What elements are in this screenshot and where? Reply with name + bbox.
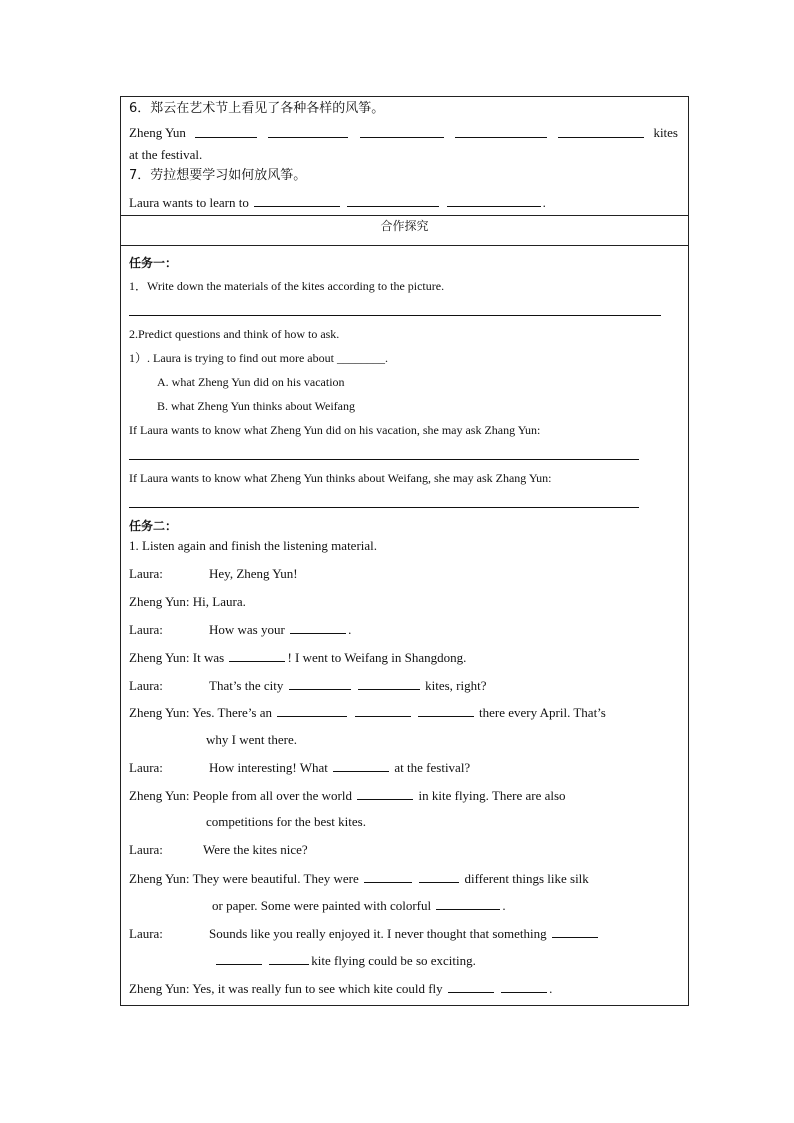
dialogue-line <box>129 594 246 610</box>
dialogue-text: Were the kites nice? <box>203 842 308 857</box>
dialogue-line <box>129 621 351 638</box>
blank-input[interactable] <box>269 952 309 965</box>
blank-input[interactable] <box>289 677 351 690</box>
speaker-label: Zheng Yun: <box>129 981 190 996</box>
dialogue-text: Hey, Zheng Yun! <box>209 566 298 581</box>
blank-input[interactable] <box>216 952 262 965</box>
blank-input[interactable] <box>419 870 459 883</box>
dialogue-text: Sounds like you really enjoyed it. I never thought that something <box>209 926 547 941</box>
dialogue-continuation <box>212 897 506 914</box>
q7-sentence <box>129 194 546 211</box>
dialogue-text: . <box>502 898 506 913</box>
blank-input[interactable] <box>195 125 257 138</box>
dialogue-text: ! I went to Weifang in Shangdong. <box>287 650 467 665</box>
blank-input[interactable] <box>360 125 444 138</box>
ask-prompt-1: If Laura wants to know what Zheng Yun did on his vacation, she may ask Zhang Yun: <box>129 423 541 437</box>
dialogue-line <box>129 787 566 804</box>
speaker-label: Laura: <box>129 760 163 775</box>
q7-chinese: 7．劳拉想要学习如何放风筝。 <box>129 168 307 183</box>
blank-input[interactable] <box>501 980 547 993</box>
speaker-label: Zheng Yun: <box>129 705 190 720</box>
dialogue-text: How interesting! What <box>209 760 328 775</box>
speaker-label: Zheng Yun: <box>129 594 190 609</box>
speaker-label: Zheng Yun: <box>129 788 190 803</box>
blank-input[interactable] <box>357 787 413 800</box>
speaker-label: Laura: <box>129 622 163 637</box>
dialogue-text: That’s the city <box>209 678 284 693</box>
dialogue-line <box>129 649 466 666</box>
speaker-label: Zheng Yun: <box>129 871 190 886</box>
dialogue-line <box>129 759 470 776</box>
speaker-label: Laura: <box>129 842 163 857</box>
dialogue-text: . <box>549 981 553 996</box>
answer-line[interactable] <box>129 507 639 508</box>
section-header: 合作探究 <box>380 219 429 233</box>
dialogue-text: different things like silk <box>464 871 589 886</box>
blank-input[interactable] <box>364 870 412 883</box>
q6-end: kites <box>653 125 678 140</box>
dialogue-continuation: competitions for the best kites. <box>206 814 366 829</box>
dialogue-text: kites, right? <box>425 678 487 693</box>
blank-input[interactable] <box>418 704 474 717</box>
task1-item2: 2.Predict questions and think of how to ask. <box>129 327 340 341</box>
dialogue-line <box>129 704 606 721</box>
dialogue-text: Yes, it was really fun to see which kite could fly <box>192 981 443 996</box>
blank-input[interactable] <box>347 194 439 207</box>
blank-input[interactable] <box>436 897 500 910</box>
answer-line[interactable] <box>129 459 639 460</box>
blank-input[interactable] <box>277 704 347 717</box>
task2-instruction: 1. Listen again and finish the listening material. <box>129 538 378 553</box>
dialogue-text: at the festival? <box>394 760 471 775</box>
blank-input[interactable] <box>268 125 348 138</box>
blank-input[interactable] <box>229 649 285 662</box>
speaker-label: Laura: <box>129 566 163 581</box>
dialogue-line <box>129 980 552 997</box>
task1-question: 1）. Laura is trying to find out more about ________. <box>129 351 388 365</box>
task1-item1: 1．Write down the materials of the kites according to the picture. <box>129 279 445 293</box>
dialogue-text: in kite flying. There are also <box>418 788 566 803</box>
dialogue-line <box>129 870 589 887</box>
speaker-label: Laura: <box>129 926 163 941</box>
dialogue-text: Hi, Laura. <box>192 594 246 609</box>
q6-start: Zheng Yun <box>129 125 186 140</box>
dialogue-text: or paper. Some were painted with colorful <box>212 898 432 913</box>
blank-input[interactable] <box>333 759 389 772</box>
task1-title: 任务一： <box>129 256 178 270</box>
blank-input[interactable] <box>455 125 547 138</box>
option-b: B. what Zheng Yun thinks about Weifang <box>157 399 356 413</box>
row-divider <box>121 245 688 246</box>
q7-end: . <box>542 195 546 210</box>
q6-line2: at the festival. <box>129 147 203 162</box>
blank-input[interactable] <box>290 621 346 634</box>
task2-title: 任务二： <box>129 519 178 533</box>
blank-input[interactable] <box>254 194 340 207</box>
dialogue-text: . <box>348 622 352 637</box>
dialogue-line <box>129 566 298 582</box>
q6-chinese: 6．郑云在艺术节上看见了各种各样的风筝。 <box>129 101 385 116</box>
speaker-label: Zheng Yun: <box>129 650 190 665</box>
q7-start: Laura wants to learn to <box>129 195 249 210</box>
worksheet-table <box>120 96 689 1006</box>
blank-input[interactable] <box>448 980 494 993</box>
q6-sentence <box>129 125 678 141</box>
dialogue-line <box>129 842 308 858</box>
dialogue-text: They were beautiful. They were <box>192 871 359 886</box>
answer-line[interactable] <box>129 315 661 316</box>
dialogue-continuation <box>214 952 476 969</box>
dialogue-text: It was <box>192 650 225 665</box>
dialogue-text: People from all over the world <box>192 788 353 803</box>
option-a: A. what Zheng Yun did on his vacation <box>157 375 345 389</box>
dialogue-text: How was your <box>209 622 285 637</box>
row-divider <box>121 215 688 216</box>
dialogue-text: Yes. There’s an <box>192 705 273 720</box>
blank-input[interactable] <box>358 677 420 690</box>
dialogue-line <box>129 925 600 942</box>
dialogue-line <box>129 677 487 694</box>
ask-prompt-2: If Laura wants to know what Zheng Yun thinks about Weifang, she may ask Zhang Yun: <box>129 471 552 485</box>
dialogue-continuation: why I went there. <box>206 732 297 747</box>
dialogue-text: kite flying could be so exciting. <box>311 953 476 968</box>
blank-input[interactable] <box>552 925 598 938</box>
blank-input[interactable] <box>355 704 411 717</box>
blank-input[interactable] <box>447 194 541 207</box>
blank-input[interactable] <box>558 125 644 138</box>
dialogue-text: there every April. That’s <box>479 705 606 720</box>
speaker-label: Laura: <box>129 678 163 693</box>
